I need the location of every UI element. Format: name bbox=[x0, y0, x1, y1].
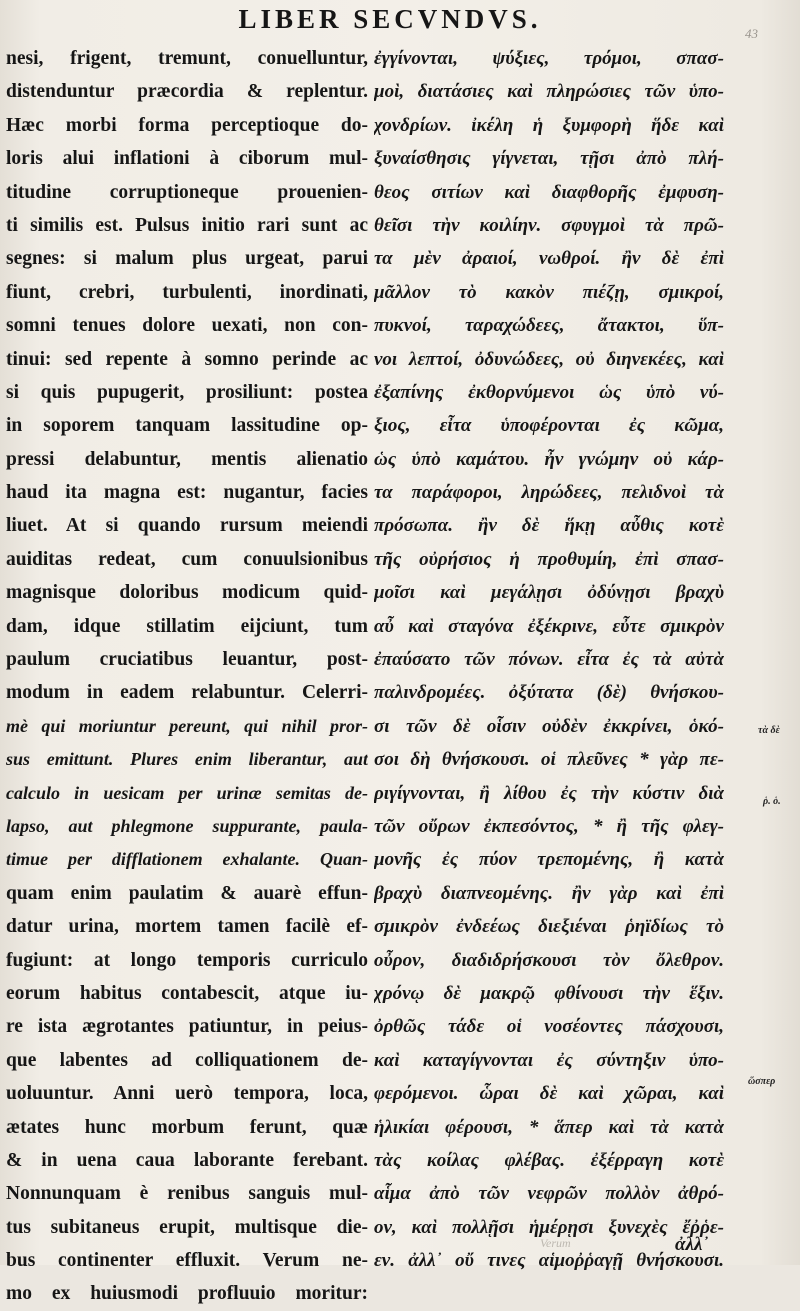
latin-text-line: dam, idque stillatim eijciunt, tum bbox=[6, 615, 368, 637]
latin-text-line: liuet. At si quando rursum meiendi bbox=[6, 515, 368, 537]
greek-text-line: ον, καὶ πολλῇσι ἡμέρῃσι ξυνεχὲς ἔῤῥε- bbox=[374, 1216, 724, 1238]
latin-text-line: pressi delabuntur, mentis alienatio bbox=[6, 448, 368, 470]
greek-text-line: ἐπαύσατο τῶν πόνων. εἶτα ἐς τὰ αὐτὰ bbox=[374, 649, 724, 671]
latin-text-line: eorum habitus contabescit, atque iu- bbox=[6, 982, 368, 1004]
greek-text-line: θεῖσι τὴν κοιλίην. σφυγμοὶ τὰ πρῶ- bbox=[374, 214, 724, 236]
latin-text-line: paulum cruciatibus leuantur, post- bbox=[6, 649, 368, 671]
greek-text-line: τα μὲν ἀραιοί, νωθροί. ἢν δὲ ἐπὶ bbox=[374, 248, 724, 270]
greek-text-line: πρόσωπα. ἢν δὲ ἥκῃ αὖθις κοτὲ bbox=[374, 515, 724, 537]
latin-text-column bbox=[6, 42, 368, 1311]
greek-text-line: θεος σιτίων καὶ διαφθορῆς ἐμφυση- bbox=[374, 181, 724, 203]
greek-text-line: φερόμενοι. ὧραι δὲ καὶ χῶραι, καὶ bbox=[374, 1083, 724, 1105]
latin-text-line: tus subitaneus erupit, multisque die- bbox=[6, 1216, 368, 1238]
greek-text-line: τῆς οὐρήσιος ἡ προθυμίη, ἐπὶ σπασ- bbox=[374, 548, 724, 570]
greek-text-line: ὡς ὑπὸ καμάτου. ἦν γνώμην οὐ κάρ- bbox=[374, 448, 724, 470]
catchword: ἀλλ᾽ bbox=[675, 1234, 709, 1255]
greek-text-line: τα παράφοροι, ληρώδεες, πελιδνοὶ τὰ bbox=[374, 482, 724, 504]
greek-text-line: αἷμα ἀπὸ τῶν νεφρῶν πολλὸν ἀθρό- bbox=[374, 1183, 724, 1205]
greek-text-line: βραχὺ διαπνεομένης. ἢν γὰρ καὶ ἐπὶ bbox=[374, 882, 724, 904]
latin-text-line: calculo in uesicam per urinæ semitas de- bbox=[6, 782, 368, 803]
latin-text-line: ætates hunc morbum ferunt, quæ bbox=[6, 1116, 368, 1138]
greek-text-line: εν. ἀλλ᾽ οὔ τινες αἱμοῤῥαγῇ θνήσκουσι. bbox=[374, 1250, 724, 1272]
latin-text-line: mo ex huiusmodi profluuio moritur: bbox=[6, 1283, 368, 1305]
greek-text-line: τὰς κοίλας φλέβας. ἐξέρραγη κοτὲ bbox=[374, 1149, 724, 1171]
margin-note: ῥ. ὁ. bbox=[763, 796, 781, 807]
greek-text-line: πυκνοί, ταραχώδεες, ἄτακτοι, ὕπ- bbox=[374, 315, 724, 337]
greek-text-line: χρόνῳ δὲ μακρῷ φθίνουσι τὴν ἕξιν. bbox=[374, 982, 724, 1004]
greek-text-line: ἡλικίαι φέρουσι, * ἅπερ καὶ τὰ κατὰ bbox=[374, 1116, 724, 1138]
greek-text-line: παλινδρομέες. ὀξύτατα (δὲ) θνήσκου- bbox=[374, 682, 724, 704]
running-title: LIBER SECVNDVS. bbox=[238, 4, 542, 34]
greek-text-line: σμικρὸν ἐνδεέως διεξιέναι ῥηϊδίως τὸ bbox=[374, 916, 724, 938]
greek-text-line: ἐγγίνονται, ψύξιες, τρόμοι, σπασ- bbox=[374, 48, 724, 69]
greek-text-line: νοι λεπτοί, ὀδυνώδεες, οὐ διηνεκέες, καὶ bbox=[374, 348, 724, 370]
latin-text-line: timue per difflationem exhalante. Quan- bbox=[6, 849, 368, 870]
latin-text-line: mè qui moriuntur pereunt, qui nihil pror- bbox=[6, 715, 368, 736]
greek-text-line: μᾶλλον τὸ κακὸν πιέζῃ, σμικροί, bbox=[374, 281, 724, 303]
greek-text-line: σι τῶν δὲ οἷσιν οὐδὲν ἐκκρίνει, ὁκό- bbox=[374, 715, 724, 737]
greek-text-column bbox=[374, 42, 724, 1277]
greek-text-line: χονδρίων. ἰκέλη ἡ ξυμφορὴ ἥδε καὶ bbox=[374, 114, 724, 136]
greek-text-line: σοι δὴ θνήσκουσι. οἱ πλεῦνες * γὰρ πε- bbox=[374, 749, 724, 771]
bleed-through-text: Verum bbox=[540, 1236, 571, 1250]
greek-text-line: οὖρον, διαδιδρήσκουσι τὸν ὄλεθρον. bbox=[374, 949, 724, 971]
greek-text-line: μοὶ, διατάσιες καὶ πληρώσιες τῶν ὑπο- bbox=[374, 81, 724, 103]
latin-text-line: que labentes ad colliquationem de- bbox=[6, 1049, 368, 1071]
greek-text-line: ξιος, εἶτα ὑποφέρονται ἐς κῶμα, bbox=[374, 415, 724, 437]
greek-text-line: ριγίγνονται, ἢ λίθου ἐς τὴν κύστιν διὰ bbox=[374, 782, 724, 804]
latin-text-line: re ista ægrotantes patiuntur, in peius- bbox=[6, 1016, 368, 1038]
greek-text-line: αὖ καὶ σταγόνα ἐξέκρινε, εὖτε σμικρὸν bbox=[374, 615, 724, 637]
greek-text-line: ξυναίσθησις γίγνεται, τῇσι ἀπὸ πλή- bbox=[374, 148, 724, 170]
latin-text-line: in soporem tanquam lassitudine op- bbox=[6, 415, 368, 437]
margin-note: τὰ δὲ bbox=[758, 725, 780, 736]
latin-text-line: datur urina, mortem tamen facilè ef- bbox=[6, 916, 368, 938]
latin-text-line: si quis pupugerit, prosiliunt: postea bbox=[6, 381, 368, 403]
latin-text-line: ti similis est. Pulsus initio rari sunt ac bbox=[6, 214, 368, 236]
latin-text-line: segnes: si malum plus urgeat, parui bbox=[6, 248, 368, 270]
latin-text-line: fiunt, crebri, turbulenti, inordinati, bbox=[6, 281, 368, 303]
latin-text-line: somni tenues dolore uexati, non con- bbox=[6, 315, 368, 337]
latin-text-line: nesi, frigent, tremunt, conuelluntur, bbox=[6, 48, 368, 69]
latin-text-line: modum in eadem relabuntur. Celerri- bbox=[6, 682, 368, 704]
greek-text-line: τῶν οὔρων ἐκπεσόντος, * ἢ τῆς φλεγ- bbox=[374, 815, 724, 837]
latin-text-line: bus continenter effluxit. Verum ne- bbox=[6, 1250, 368, 1272]
latin-text-line: tinui: sed repente à somno perinde ac bbox=[6, 348, 368, 370]
latin-text-line: lapso, aut phlegmone suppurante, paula- bbox=[6, 815, 368, 836]
greek-text-line: μοῖσι καὶ μεγάλῃσι ὀδύνῃσι βραχὺ bbox=[374, 582, 724, 604]
latin-text-line: & in uena caua laborante ferebant. bbox=[6, 1149, 368, 1171]
greek-text-line: καὶ καταγίγνονται ἐς σύντηξιν ὑπο- bbox=[374, 1049, 724, 1071]
greek-text-line: μονῆς ἐς πύον τρεπομένης, ἢ κατὰ bbox=[374, 849, 724, 871]
latin-text-line: uoluuntur. Anni uerò tempora, loca, bbox=[6, 1083, 368, 1105]
latin-text-line: haud ita magna est: nugantur, facies bbox=[6, 482, 368, 504]
margin-note: ὥσπερ bbox=[748, 1076, 776, 1087]
latin-text-line: quam enim paulatim & auarè effun- bbox=[6, 882, 368, 904]
greek-text-line: ἐξαπίνης ἐκθορνύμενοι ὡς ὑπὸ νύ- bbox=[374, 381, 724, 403]
greek-text-line: ὀρθῶς τάδε οἱ νοσέοντες πάσχουσι, bbox=[374, 1016, 724, 1038]
latin-text-line: distenduntur præcordia & replentur. bbox=[6, 81, 368, 103]
folio-number: 43 bbox=[745, 26, 758, 41]
latin-text-line: Hæc morbi forma perceptioque do- bbox=[6, 114, 368, 136]
latin-text-line: sus emittunt. Plures enim liberantur, aut bbox=[6, 749, 368, 770]
latin-text-line: magnisque doloribus modicum quid- bbox=[6, 582, 368, 604]
latin-text-line: fugiunt: at longo temporis curriculo bbox=[6, 949, 368, 971]
latin-text-line: loris alui inflationi à ciborum mul- bbox=[6, 148, 368, 170]
latin-text-line: Nonnunquam è renibus sanguis mul- bbox=[6, 1183, 368, 1205]
latin-text-line: auiditas redeat, cum conuulsionibus bbox=[6, 548, 368, 570]
latin-text-line: titudine corruptioneque prouenien- bbox=[6, 181, 368, 203]
